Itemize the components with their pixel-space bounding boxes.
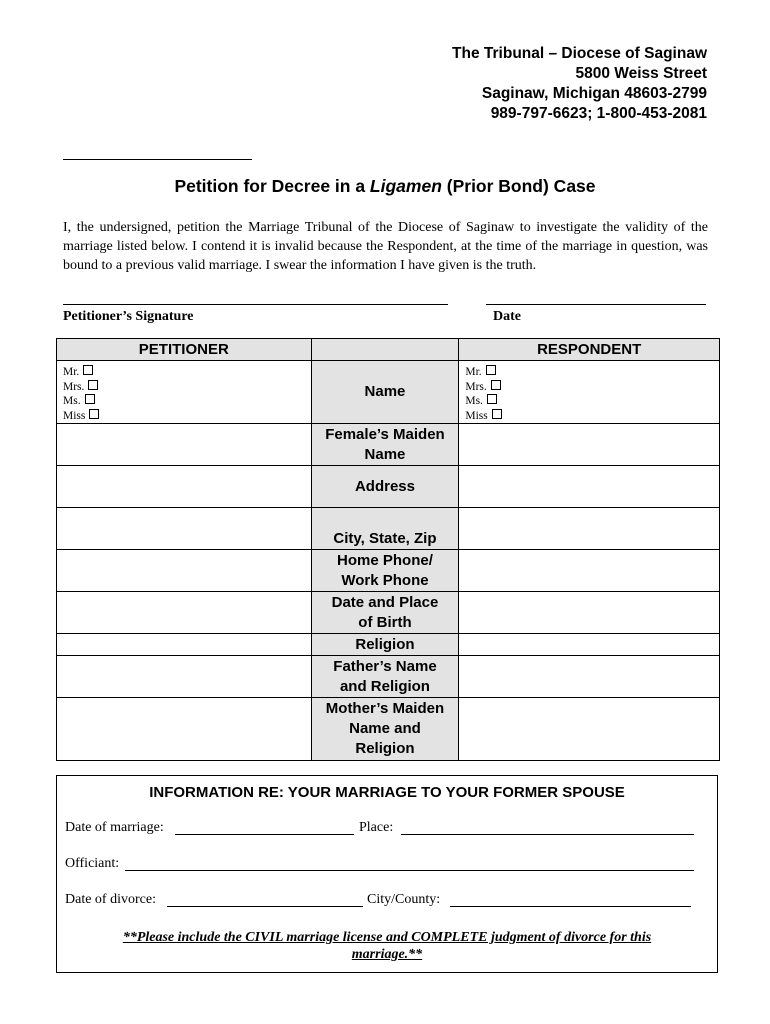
respondent-title-cell[interactable]: [459, 361, 720, 424]
petitioner-title-miss[interactable]: Miss: [63, 409, 311, 424]
checkbox-icon[interactable]: [487, 394, 497, 404]
row-label-address: Address: [311, 466, 459, 508]
petitioner-header: PETITIONER: [57, 339, 312, 361]
title-part-2: (Prior Bond) Case: [441, 176, 596, 196]
attachment-note-line-1: **Please include the CIVIL marriage license and COMPLETE judgment of divorce for this: [122, 930, 652, 945]
row-label-mother: Mother’s Maiden Name and Religion: [311, 698, 459, 761]
respondent-city-cell[interactable]: [459, 508, 720, 550]
row-label-city-state-zip: City, State, Zip: [311, 508, 459, 550]
checkbox-icon[interactable]: [492, 409, 502, 419]
row-label-name: Name: [311, 361, 459, 424]
petitioner-birth-cell[interactable]: [57, 592, 312, 634]
label-header: [311, 339, 459, 361]
checkbox-icon[interactable]: [491, 380, 501, 390]
respondent-mother-cell[interactable]: [459, 698, 720, 761]
tribunal-phone: 989-797-6623; 1-800-453-2081: [490, 105, 707, 122]
place-field[interactable]: [401, 834, 694, 835]
place-label: Place:: [359, 820, 394, 835]
city-county-field[interactable]: [450, 906, 691, 907]
date-line[interactable]: [486, 304, 706, 305]
title-italic: Ligamen: [369, 176, 442, 196]
attachment-note: [87, 929, 687, 963]
respondent-address-cell[interactable]: [459, 466, 720, 508]
petitioner-religion-cell[interactable]: [57, 634, 312, 656]
respondent-religion-cell[interactable]: [459, 634, 720, 656]
petitioner-title-mr[interactable]: Mr.: [63, 365, 311, 380]
respondent-maiden-name-cell[interactable]: [459, 424, 720, 466]
former-marriage-info-box: [56, 775, 718, 973]
petitioner-phone-cell[interactable]: [57, 550, 312, 592]
checkbox-icon[interactable]: [88, 380, 98, 390]
party-info-table: [56, 338, 720, 761]
city-county-label: City/County:: [367, 892, 441, 907]
checkbox-icon[interactable]: [85, 394, 95, 404]
date-of-marriage-label: Date of marriage:: [65, 820, 164, 835]
petitioner-mother-cell[interactable]: [57, 698, 312, 761]
row-label-phone: Home Phone/ Work Phone: [311, 550, 459, 592]
petitioner-address-cell[interactable]: [57, 466, 312, 508]
checkbox-icon[interactable]: [486, 365, 496, 375]
respondent-phone-cell[interactable]: [459, 550, 720, 592]
signature-line[interactable]: [63, 304, 448, 305]
row-label-birth: Date and Place of Birth: [311, 592, 459, 634]
signature-label: Petitioner’s Signature: [63, 309, 194, 324]
respondent-title-mr[interactable]: Mr.: [465, 365, 719, 380]
row-label-religion: Religion: [311, 634, 459, 656]
date-of-divorce-label: Date of divorce:: [65, 892, 156, 907]
top-blank-line[interactable]: [63, 159, 252, 160]
checkbox-icon[interactable]: [83, 365, 93, 375]
respondent-title-mrs[interactable]: Mrs.: [465, 380, 719, 395]
petitioner-title-mrs[interactable]: Mrs.: [63, 380, 311, 395]
petitioner-title-ms[interactable]: Ms.: [63, 394, 311, 409]
info-box-title: INFORMATION RE: YOUR MARRIAGE TO YOUR FORMER SPOUSE: [149, 784, 625, 801]
date-label: Date: [493, 309, 521, 324]
date-of-divorce-field[interactable]: [167, 906, 363, 907]
tribunal-address-block: [452, 44, 707, 124]
respondent-title-ms[interactable]: Ms.: [465, 394, 719, 409]
petitioner-maiden-name-cell[interactable]: [57, 424, 312, 466]
attachment-note-line-2: marriage.**: [351, 947, 423, 962]
respondent-header: RESPONDENT: [459, 339, 720, 361]
petitioner-father-cell[interactable]: [57, 656, 312, 698]
respondent-title-miss[interactable]: Miss: [465, 409, 719, 424]
title-part-1: Petition for Decree in a: [174, 176, 370, 196]
petition-statement: I, the undersigned, petition the Marriage Tribunal of the Diocese of Saginaw to investigate the validity of the marriage listed below. I contend it is invalid because the Respondent, at the time of the marriage in question, was bound to a previous valid marriage. I swear the information I have given is the truth.: [63, 220, 708, 273]
respondent-birth-cell[interactable]: [459, 592, 720, 634]
petitioner-title-cell[interactable]: [57, 361, 312, 424]
petitioner-city-cell[interactable]: [57, 508, 312, 550]
row-label-father: Father’s Name and Religion: [311, 656, 459, 698]
row-label-maiden-name: Female’s Maiden Name: [311, 424, 459, 466]
page-title: [0, 176, 770, 197]
checkbox-icon[interactable]: [89, 409, 99, 419]
respondent-father-cell[interactable]: [459, 656, 720, 698]
officiant-field[interactable]: [125, 870, 694, 871]
date-of-marriage-field[interactable]: [175, 834, 354, 835]
tribunal-name: The Tribunal – Diocese of Saginaw: [452, 45, 707, 62]
officiant-label: Officiant:: [65, 856, 120, 871]
tribunal-city: Saginaw, Michigan 48603-2799: [481, 85, 707, 102]
tribunal-street: 5800 Weiss Street: [575, 65, 707, 82]
